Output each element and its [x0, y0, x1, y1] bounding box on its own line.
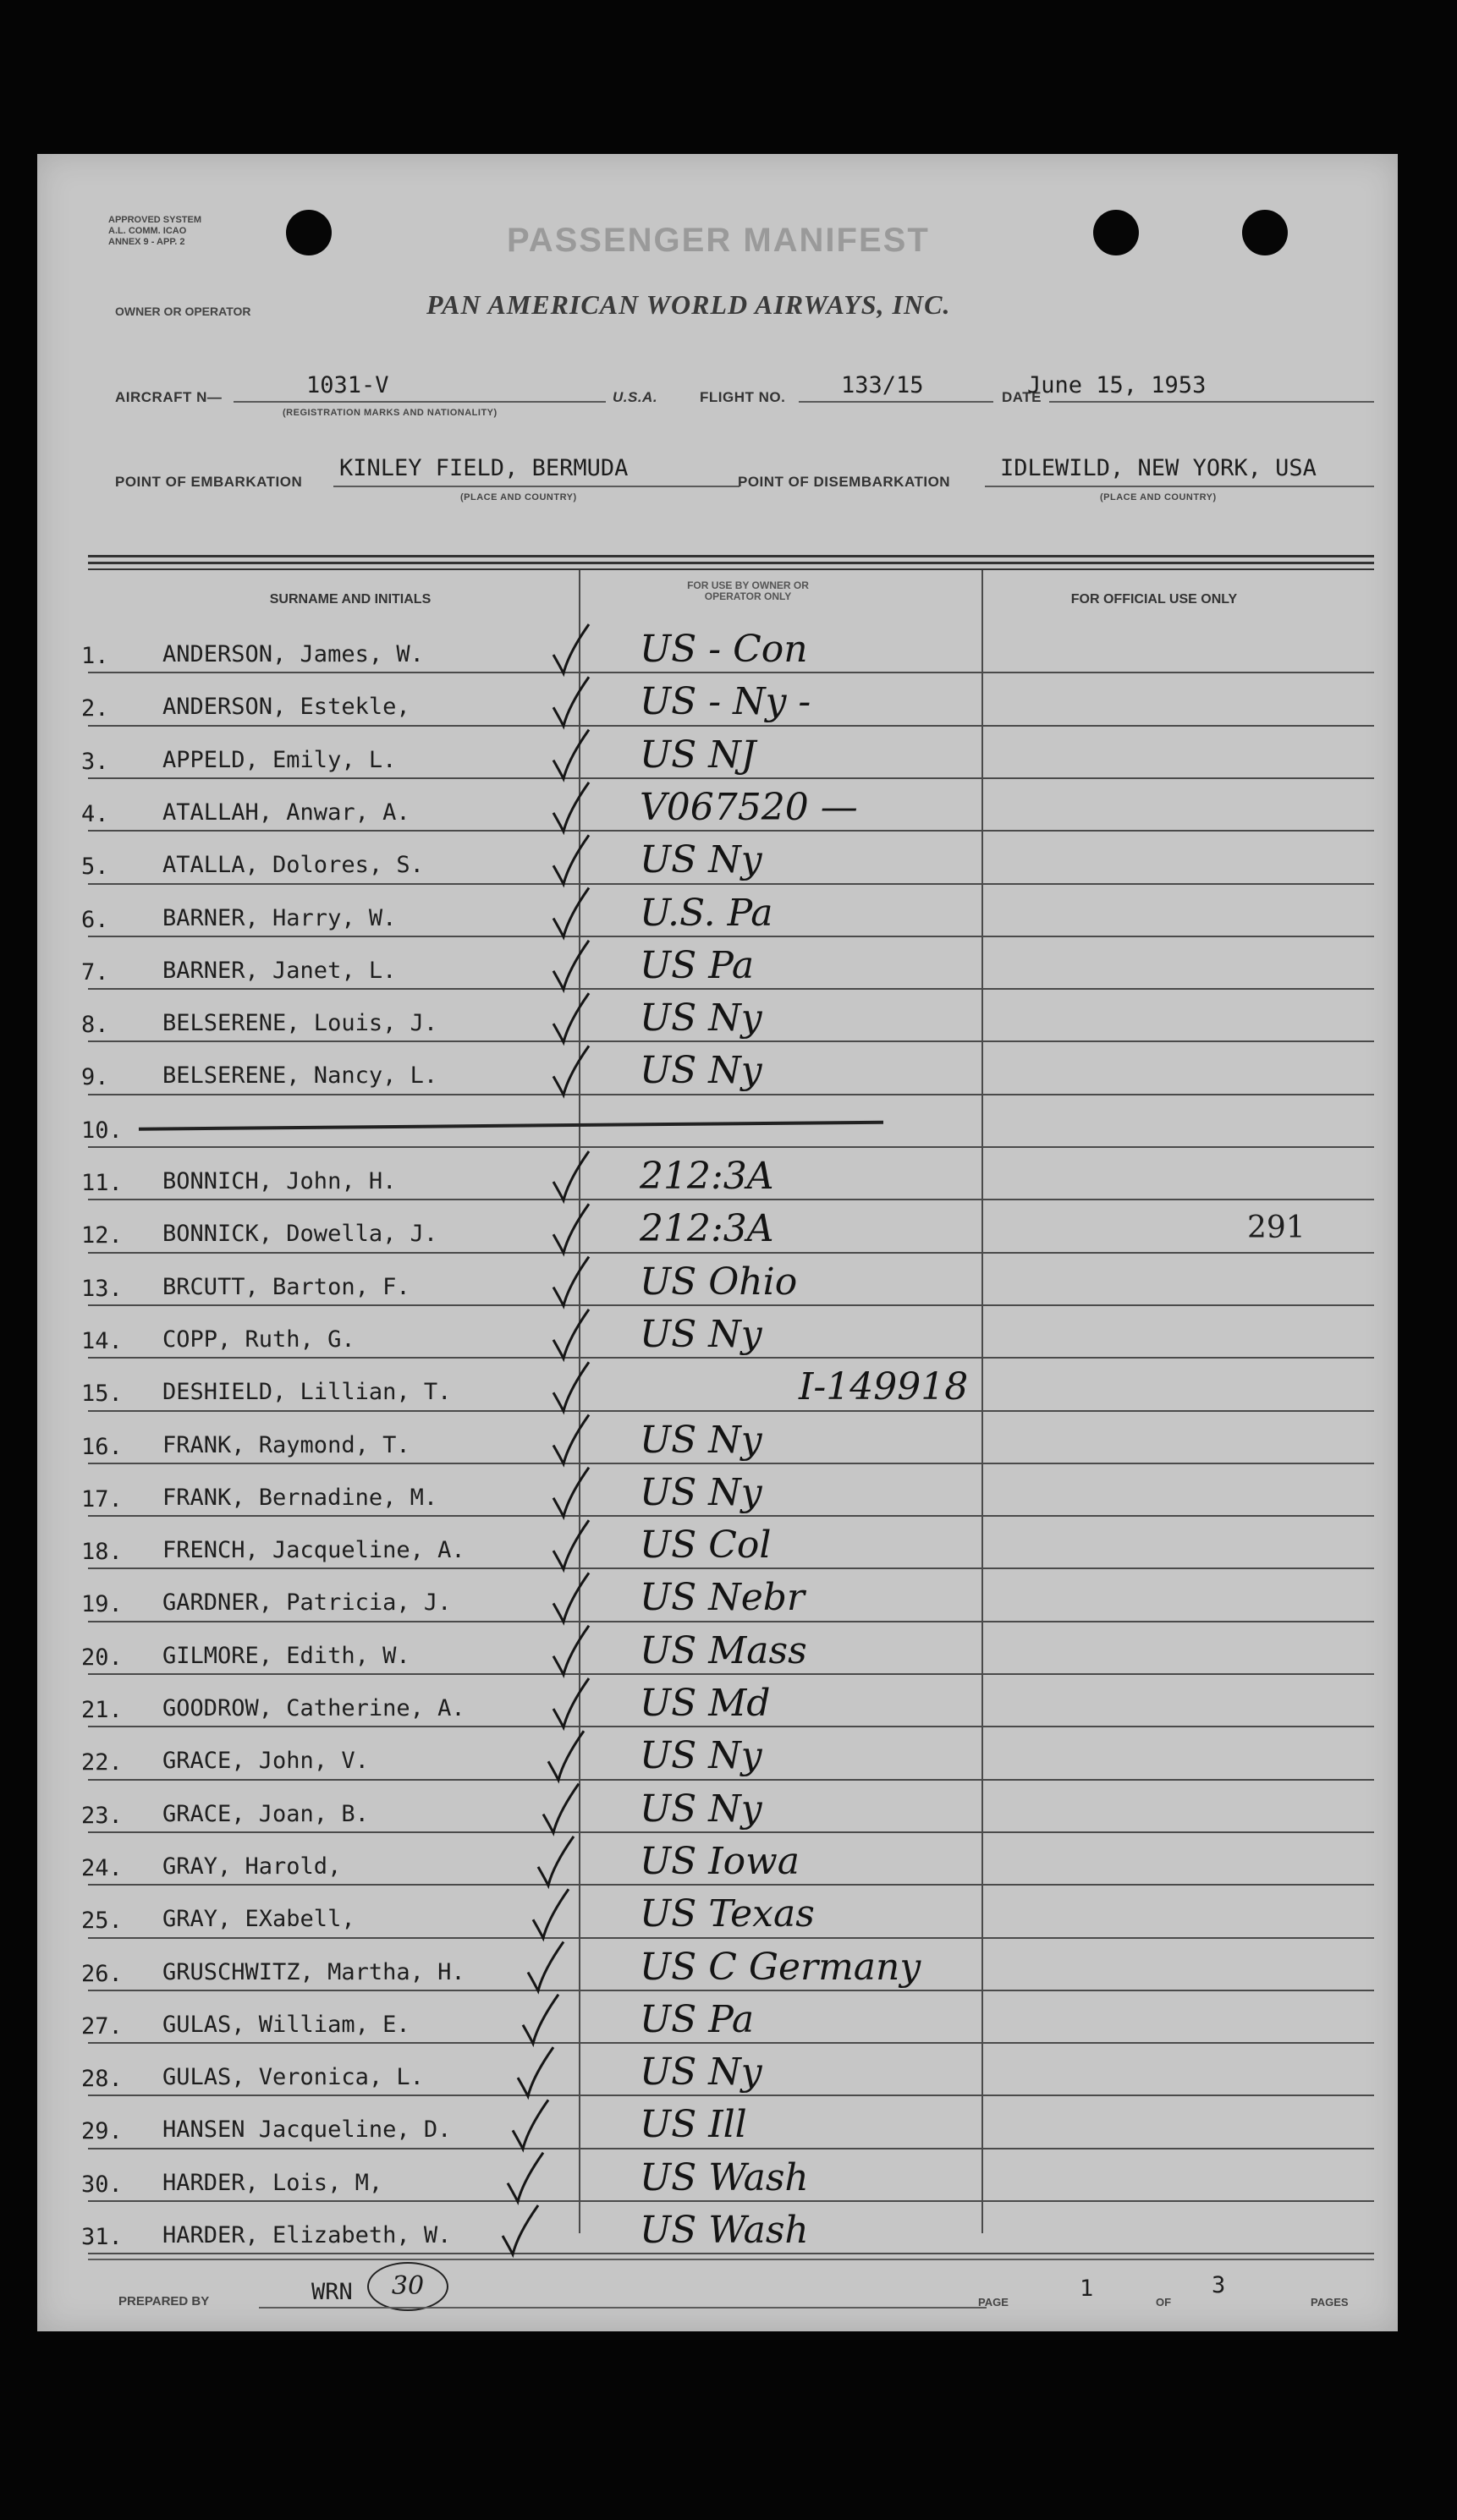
col-header-surname: SURNAME AND INITIALS	[269, 592, 432, 607]
owner-notation: US Ny	[640, 1470, 762, 1514]
passenger-name: HANSEN Jacqueline, D.	[162, 2116, 452, 2144]
passenger-name: BELSERENE, Nancy, L.	[162, 1062, 438, 1090]
check-mark	[553, 1626, 589, 1675]
of-label: OF	[1156, 2296, 1172, 2309]
disembark-label: POINT OF DISEMBARKATION	[738, 474, 951, 490]
row-number: 6.	[81, 906, 109, 933]
check-mark	[553, 1204, 589, 1253]
embark-caption: (PLACE AND COUNTRY)	[460, 492, 577, 502]
owner-notation: US Ny	[640, 1418, 762, 1462]
passenger-name: GRUSCHWITZ, Martha, H.	[162, 1958, 465, 1985]
owner-notation: I-149918	[799, 1365, 969, 1409]
owner-notation: US Mass	[640, 1628, 807, 1672]
row-number: 10.	[81, 1117, 123, 1144]
row-number: 3.	[81, 748, 109, 775]
row-number: 9.	[81, 1064, 109, 1091]
passenger-name: BONNICK, Dowella, J.	[162, 1221, 438, 1248]
check-mark	[553, 1468, 589, 1517]
nationality: U.S.A.	[613, 389, 658, 405]
passenger-name: ANDERSON, Estekle,	[162, 694, 410, 721]
page-label: PAGE	[978, 2296, 1009, 2309]
embark-value: KINLEY FIELD, BERMUDA	[339, 455, 629, 481]
passenger-name: GILMORE, Edith, W.	[162, 1642, 410, 1669]
check-mark	[553, 782, 589, 832]
owner-notation: US Texas	[640, 1892, 815, 1936]
check-mark	[553, 677, 589, 726]
passenger-name: HARDER, Elizabeth, W.	[162, 2222, 452, 2248]
owner-notation: US Col	[640, 1524, 772, 1567]
check-mark	[553, 941, 589, 990]
row-number: 17.	[81, 1485, 123, 1513]
passenger-name: GOODROW, Catherine, A.	[162, 1695, 465, 1721]
row-number: 15.	[81, 1381, 123, 1408]
form-title: PASSENGER MANIFEST	[507, 222, 930, 259]
row-number: 18.	[81, 1539, 123, 1566]
row-number: 24.	[81, 1854, 123, 1881]
row-number: 22.	[81, 1749, 123, 1776]
owner-notation: US Ny	[640, 1734, 762, 1778]
passenger-name: BARNER, Janet, L.	[162, 957, 397, 984]
owner-notation: 212:3A	[640, 1155, 774, 1198]
airline-name: PAN AMERICAN WORLD AIRWAYS, INC.	[426, 289, 951, 320]
official-note: 291	[1247, 1211, 1306, 1246]
check-mark	[553, 1415, 589, 1464]
check-mark	[513, 2100, 548, 2149]
row-number: 21.	[81, 1697, 123, 1723]
owner-notation: US Ny	[640, 1049, 762, 1093]
check-marks	[37, 154, 1398, 2331]
pages-total: 3	[1212, 2272, 1226, 2298]
passenger-name: GARDNER, Patricia, J.	[162, 1589, 452, 1617]
check-mark	[538, 1836, 574, 1886]
owner-notation: US - Con	[640, 628, 808, 671]
owner-notation: US Ny	[640, 1787, 762, 1831]
passenger-name: ANDERSON, James, W.	[162, 641, 424, 667]
owner-notation: US Wash	[640, 2155, 809, 2199]
check-mark	[543, 1784, 579, 1833]
prepared-by-label: PREPARED BY	[118, 2294, 210, 2309]
check-mark	[553, 835, 589, 884]
owner-notation: US - Ny -	[640, 680, 811, 724]
check-mark	[553, 888, 589, 937]
owner-notation: U.S. Pa	[640, 891, 773, 935]
passenger-name: GULAS, Veronica, L.	[162, 2064, 424, 2091]
owner-notation: US Ny	[640, 1312, 762, 1356]
owner-notation: US Pa	[640, 943, 755, 987]
owner-notation: US Ill	[640, 2103, 747, 2147]
aircraft-caption: (REGISTRATION MARKS AND NATIONALITY)	[283, 408, 498, 418]
check-mark	[553, 1573, 589, 1622]
row-number: 5.	[81, 854, 109, 881]
row-number: 12.	[81, 1222, 123, 1249]
check-mark	[553, 1257, 589, 1306]
row-number: 31.	[81, 2224, 123, 2250]
check-mark	[553, 1151, 589, 1200]
page-number: 1	[1080, 2276, 1094, 2302]
row-number: 1.	[81, 643, 109, 669]
disembark-value: IDLEWILD, NEW YORK, USA	[1000, 455, 1317, 481]
aircraft-label: AIRCRAFT N—	[115, 389, 223, 405]
row-number: 30.	[81, 2171, 123, 2198]
row-number: 4.	[81, 800, 109, 827]
row-number: 8.	[81, 1012, 109, 1039]
owner-notation: US Ny	[640, 838, 762, 882]
passenger-name: BELSERENE, Louis, J.	[162, 1010, 438, 1037]
row-number: 26.	[81, 1960, 123, 1987]
passenger-name: BONNICH, John, H.	[162, 1168, 397, 1194]
passenger-name: GRAY, Harold,	[162, 1853, 342, 1880]
row-number: 20.	[81, 1644, 123, 1671]
col-header-owner: FOR USE BY OWNER OR OPERATOR ONLY	[687, 579, 809, 602]
row-number: 13.	[81, 1275, 123, 1302]
row-number: 19.	[81, 1591, 123, 1618]
passenger-name: DESHIELD, Lillian, T.	[162, 1379, 452, 1406]
row-number: 27.	[81, 2012, 123, 2040]
col-header-official: FOR OFFICIAL USE ONLY	[1070, 592, 1238, 607]
passenger-name: COPP, Ruth, G.	[162, 1326, 355, 1353]
passenger-name: GULAS, William, E.	[162, 2011, 410, 2038]
check-mark	[553, 1678, 589, 1727]
owner-notation: US Nebr	[640, 1576, 805, 1620]
owner-notation: US Pa	[640, 1997, 755, 2041]
owner-notation: 212:3A	[640, 1207, 774, 1251]
strike-line	[139, 1123, 883, 1129]
row-number: 28.	[81, 2066, 123, 2093]
owner-notation: US Wash	[640, 2209, 809, 2252]
check-mark	[553, 730, 589, 779]
passenger-name: APPELD, Emily, L.	[162, 746, 397, 773]
check-mark	[523, 1995, 558, 2044]
passenger-name: HARDER, Lois, M,	[162, 2169, 383, 2196]
embark-label: POINT OF EMBARKATION	[115, 474, 303, 490]
check-mark	[553, 1362, 589, 1411]
row-number: 2.	[81, 695, 109, 722]
check-mark	[553, 624, 589, 673]
passenger-name: FRANK, Bernadine, M.	[162, 1484, 438, 1511]
owner-notation: US Ny	[640, 996, 762, 1040]
passenger-name: GRACE, Joan, B.	[162, 1800, 369, 1827]
owner-notation: US C Germany	[640, 1945, 921, 1989]
owner-notation: US NJ	[640, 733, 756, 777]
approval-note: APPROVED SYSTEM A.L. COMM. ICAO ANNEX 9 - APP. 2	[108, 215, 202, 247]
passenger-name: FRENCH, Jacqueline, A.	[162, 1537, 465, 1564]
prepared-by-value: WRN	[311, 2279, 353, 2305]
owner-notation: V067520 —	[640, 785, 858, 829]
passenger-name: GRAY, EXabell,	[162, 1906, 355, 1933]
check-mark	[518, 2047, 553, 2096]
passenger-name: BARNER, Harry, W.	[162, 904, 397, 931]
check-mark	[553, 1046, 589, 1095]
check-mark	[553, 1520, 589, 1569]
disembark-caption: (PLACE AND COUNTRY)	[1100, 492, 1217, 502]
manifest-page	[37, 154, 1398, 2331]
owner-notation: US Iowa	[640, 1839, 800, 1883]
check-mark	[508, 2153, 543, 2202]
flight-label: FLIGHT NO.	[700, 389, 786, 405]
row-number: 16.	[81, 1433, 123, 1460]
row-number: 25.	[81, 1908, 123, 1935]
date-value: June 15, 1953	[1027, 372, 1207, 398]
passenger-name: FRANK, Raymond, T.	[162, 1431, 410, 1458]
passenger-name: GRACE, John, V.	[162, 1748, 369, 1775]
passenger-name: ATALLA, Dolores, S.	[162, 852, 424, 879]
aircraft-value: 1031-V	[306, 372, 389, 398]
flight-value: 133/15	[841, 372, 924, 398]
passenger-name: BRCUTT, Barton, F.	[162, 1273, 410, 1300]
check-mark	[553, 1309, 589, 1359]
owner-notation: US Ny	[640, 2051, 762, 2095]
owner-label: OWNER OR OPERATOR	[115, 305, 251, 318]
pages-label: PAGES	[1311, 2296, 1349, 2309]
date-label: DATE	[1002, 389, 1042, 405]
check-mark	[553, 993, 589, 1042]
owner-notation: US Md	[640, 1682, 771, 1725]
row-number: 23.	[81, 1802, 123, 1829]
row-number: 29.	[81, 2118, 123, 2145]
prepared-by-circle: 30	[367, 2262, 448, 2311]
owner-notation: US Ohio	[640, 1260, 798, 1304]
row-number: 14.	[81, 1327, 123, 1354]
check-mark	[503, 2205, 538, 2254]
check-mark	[548, 1731, 584, 1780]
row-number: 11.	[81, 1170, 123, 1196]
row-number: 7.	[81, 958, 109, 985]
check-mark	[528, 1942, 564, 1991]
check-mark	[533, 1889, 569, 1938]
passenger-name: ATALLAH, Anwar, A.	[162, 799, 410, 826]
